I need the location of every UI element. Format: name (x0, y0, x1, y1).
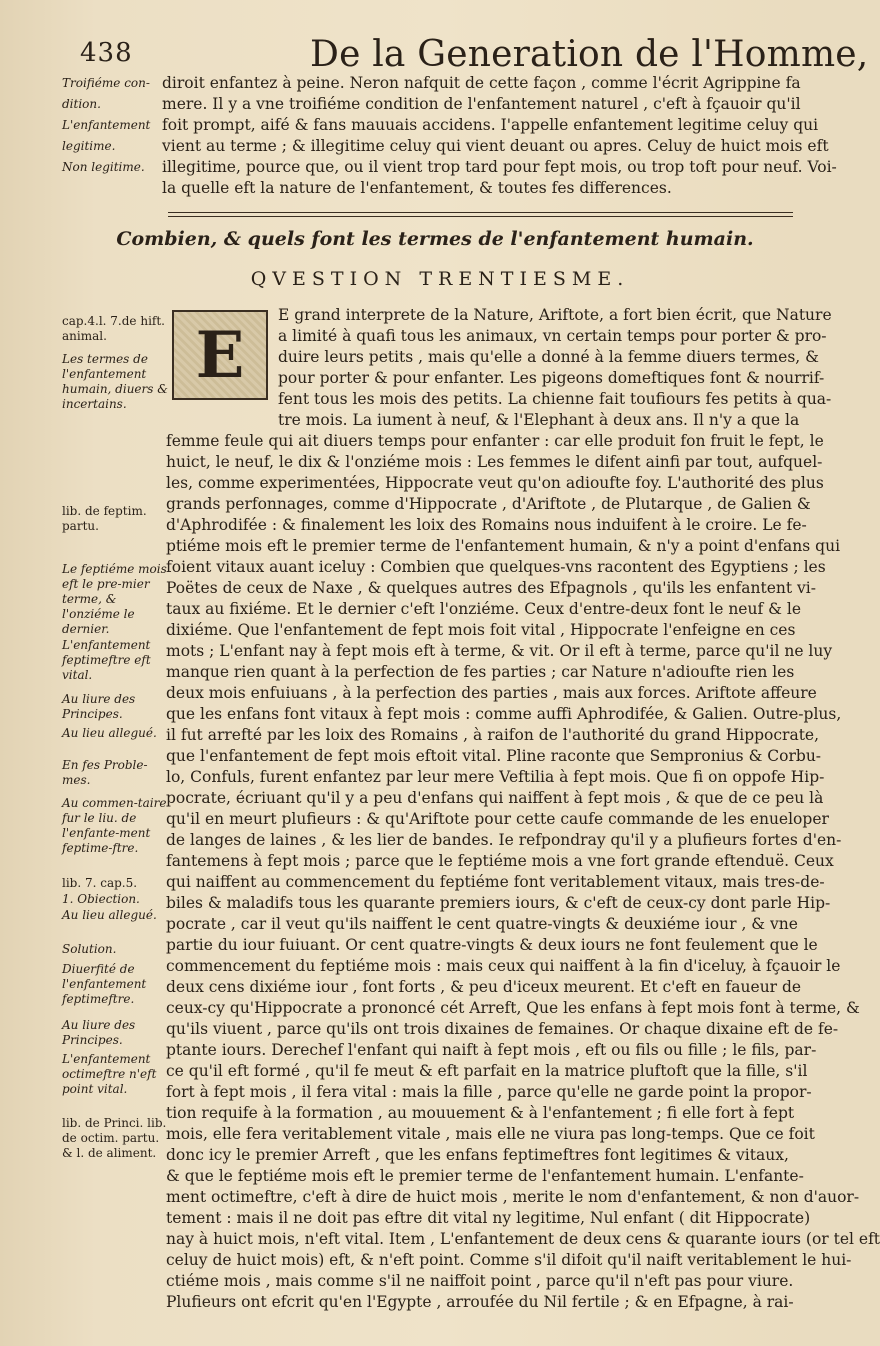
text-line: il fut arrefté par les loix des Romains , à raifon de l'authorité du grand Hippocrate, (166, 726, 820, 744)
text-line: tre mois. La iument à neuf, & l'Elephant à deux ans. Il n'y a que la (278, 411, 800, 429)
text-line: ctiéme mois , mais comme s'il ne naiffoit point , parce qu'il n'eft pas pour viure. (166, 1272, 794, 1290)
text-line: pour porter & pour enfanter. Les pigeons domeftiques font & nourrif- (278, 369, 825, 387)
margin-note: dition. (62, 97, 101, 111)
margin-note: En fes Proble-mes. (62, 758, 148, 787)
margin-note: L'enfantement feptimeftre eft vital. (62, 638, 151, 682)
text-line: dixiéme. Que l'enfantement de fept mois foit vital , Hippocrate l'enfeigne en ces (166, 621, 796, 639)
ornamental-initial (172, 310, 268, 400)
text-line: que les enfans font vitaux à fept mois : comme auffi Aphrodifée, & Galien. Outre-plus, (166, 705, 842, 723)
text-line: lo, Confuls, furent enfantez par leur mere Veftilia à fept mois. Que fi on oppofe Hip- (166, 768, 825, 786)
text-line: Plufieurs ont efcrit qu'en l'Egypte , arroufée du Nil fertile ; & en Efpagne, à rai- (166, 1293, 794, 1311)
text-line: a limité à quafi tous les animaux, vn certain temps pour porter & pro- (278, 327, 827, 345)
margin-note: Les termes de l'enfantement humain, diuers & incertains. (62, 352, 168, 411)
line-text: foit prompt, aifé & fans mauuais accidens. I'appelle enfantement legitime celuy qui (162, 116, 819, 134)
text-line (166, 1314, 796, 1336)
text-line: mois, elle fera veritablement vitale , mais elle ne viura pas long-temps. Que ce foit (166, 1125, 815, 1143)
margin-note: Au lieu allegué. (62, 726, 157, 740)
text-line: tion requife à la formation , au mouuement & à l'enfantement ; fi elle fort à fept (166, 1104, 795, 1122)
text-line (62, 116, 819, 137)
text-line (62, 158, 837, 179)
margin-note: Solution. (62, 942, 117, 956)
text-line: de langes de laines , & les lier de bandes. Ie refpondray qu'il y a plufieurs fortes d'en- (166, 831, 842, 849)
question-heading: QVESTION TRENTIESME. (250, 268, 630, 290)
text-line: ceux-cy qu'Hippocrate a prononcé cét Arreft, Que les enfans à fept mois font à terme, & (166, 999, 860, 1017)
text-line (62, 95, 801, 116)
text-line: manque rien quant à la perfection de fes parties ; car Nature n'adioufte rien les (166, 663, 795, 681)
text-line: pocrate , car il veut qu'ils naiffent le cent quatre-vingts & deuxiéme iour , & vne (166, 915, 798, 933)
text-line: pocrate, écriuant qu'il y a peu d'enfans qui naiffent à fept mois , & que de ce peu là (166, 789, 824, 807)
text-line: femme feule qui ait diuers temps pour enfanter : car elle produit fon fruit le fept, le (166, 432, 824, 450)
text-line: celuy de huict mois) eft, & n'eft point. Comme s'il difoit qu'il naift veritablement le hui- (166, 1251, 852, 1269)
text-line: Poëtes de ceux de Naxe , & quelques autres des Efpagnols , qu'ils les enfantent vi- (166, 579, 816, 597)
page-number: 438 (80, 38, 133, 68)
text-line: E grand interprete de la Nature, Ariftote, a fort bien écrit, que Nature (278, 306, 832, 324)
text-line: donc icy le premier Arreft , que les enfans feptimeftres font legitimes & vitaux, (166, 1146, 789, 1164)
text-line: deux mois enfuiuans , à la perfection des parties , mais aux forces. Ariftote affeure (166, 684, 817, 702)
text-line (62, 137, 829, 158)
text-line: fent tous les mois des petits. La chienne fait toufiours fes petits à qua- (278, 390, 832, 408)
text-line: partie du iour fuiuant. Or cent quatre-vingts & deux iours ne font feulement que le (166, 936, 818, 954)
line-text: illegitime, pource que, ou il vient trop tard pour fept mois, ou trop toft pour neuf. Voi- (162, 158, 837, 176)
text-line: que l'enfantement de fept mois eftoit vital. Pline raconte que Sempronius & Corbu- (166, 747, 822, 765)
margin-note: Non legitime. (62, 160, 145, 174)
divider-rule (168, 216, 793, 217)
line-text: vient au terme ; & illegitime celuy qui vient deuant ou apres. Celuy de huict mois eft (162, 137, 829, 155)
margin-note: lib. de Princi. lib. de octim. partu. & l. de aliment. (62, 1116, 167, 1160)
text-line: taux au fixiéme. Et le dernier c'eft l'onziéme. Ceux d'entre-deux font le neuf & le (166, 600, 801, 618)
text-line: foient vitaux auant iceluy : Combien que quelques-vns racontent des Egyptiens ; les (166, 558, 826, 576)
line-text: la quelle eft la nature de l'enfantement, & toutes fes differences. (162, 179, 672, 197)
text-line: nay à huict mois, n'eft vital. Item , L'enfantement de deux cens & quarante iours (or tel eft (166, 1230, 880, 1248)
text-line: d'Aphrodifée : & finalement les loix des Romains nous induifent à le croire. Le fe- (166, 516, 807, 534)
page-header (80, 34, 869, 78)
text-line (62, 74, 801, 95)
margin-note: lib. 7. cap.5. (62, 876, 138, 890)
text-line: qu'ils viuent , parce qu'ils ont trois dixaines de femaines. Or chaque dixaine eft de fe- (166, 1020, 839, 1038)
margin-note: L'enfantement (62, 118, 151, 132)
margin-note: lib. de feptim. partu. (62, 504, 147, 533)
text-line: commencement du feptiéme mois : mais ceux qui naiffent à la fin d'iceluy, à fçauoir le (166, 957, 841, 975)
text-line: tement : mais il ne doit pas eftre dit vital ny legitime, Nul enfant ( dit Hippocrate) (166, 1209, 811, 1227)
text-line: qui naiffent au commencement du feptiéme font veritablement vitaux, mais tres-de- (166, 873, 825, 891)
text-line: fort à fept mois , il fera vital : mais la fille , parce qu'elle ne garde point la propor- (166, 1083, 812, 1101)
margin-note: Au lieu allegué. (62, 908, 157, 922)
margin-note: L'enfantement octimeftre n'eft point vital. (62, 1052, 157, 1096)
text-line: biles & maladifs tous les quarante premiers iours, & c'eft de ceux-cy dont parle Hip- (166, 894, 831, 912)
margin-note: Diuerfité de l'enfantement feptimeftre. (62, 962, 147, 1006)
text-line: ce qu'il eft formé , qu'il fe meut & eft parfait en la matrice pluftoft que la fille, s'il (166, 1062, 808, 1080)
running-head: De la Generation de l'Homme, (310, 34, 869, 75)
text-line (62, 179, 797, 200)
text-line: les, comme experimentées, Hippocrate veut qu'on adioufte foy. L'authorité des plus (166, 474, 824, 492)
margin-note: 1. Obiection. (62, 892, 140, 906)
margin-note: Au commen-taire fur le liu. de l'enfante-ment feptime-ftre. (62, 796, 167, 855)
line-text: mere. Il y a vne troifiéme condition de l'enfantement naturel , c'eft à fçauoir qu'il (162, 95, 801, 113)
margin-note: Au liure des Principes. (62, 692, 136, 721)
margin-note: Au liure des Principes. (62, 1018, 136, 1047)
margin-note: Le feptiéme mois eft le pre-mier terme, & l'onziéme le dernier. (62, 562, 167, 636)
drop-cap: E (195, 317, 245, 393)
line-text: diroit enfantez à peine. Neron nafquit de cette façon , comme l'écrit Agrippine fa (162, 74, 801, 92)
text-line: grands perfonnages, comme d'Hippocrate , d'Ariftote , de Plutarque , de Galien & (166, 495, 811, 513)
text-line: qu'il en meurt plufieurs : & qu'Ariftote pour cette caufe commande de les enueloper (166, 810, 829, 828)
text-line: huict, le neuf, le dix & l'onziéme mois : Les femmes le difent ainfi par tout, aufquel- (166, 453, 823, 471)
text-line: & que le feptiéme mois eft le premier terme de l'enfantement humain. L'enfante- (166, 1167, 804, 1185)
divider-rule (168, 212, 793, 213)
text-line: ment octimeftre, c'eft à dire de huict mois , merite le nom d'enfantement, & non d'auor- (166, 1188, 860, 1206)
text-line: duire leurs petits , mais qu'elle a donné à la femme diuers termes, & (278, 348, 819, 366)
margin-note: cap.4.l. 7.de hift. animal. (62, 314, 165, 343)
margin-note: Troifiéme con- (62, 76, 150, 90)
text-line: ptante iours. Derechef l'enfant qui naift à fept mois , eft ou fils ou fille ; le fils, par- (166, 1041, 817, 1059)
text-line: fantemens à fept mois ; parce que le feptiéme mois a vne fort grande eftenduë. Ceux (166, 852, 834, 870)
margin-note: legitime. (62, 139, 116, 153)
text-line: ptiéme mois eft le premier terme de l'enfantement humain, & n'y a point d'enfans qui (166, 537, 841, 555)
section-title: Combien, & quels font les termes de l'enfantement humain. (116, 228, 754, 250)
top-section (62, 74, 837, 200)
text-line: mots ; L'enfant nay à fept mois eft à terme, & vit. Or il eft à terme, parce qu'il ne luy (166, 642, 833, 660)
text-line: deux cens dixiéme iour , font forts , & peu d'iceux meurent. Et c'eft en faueur de (166, 978, 802, 996)
